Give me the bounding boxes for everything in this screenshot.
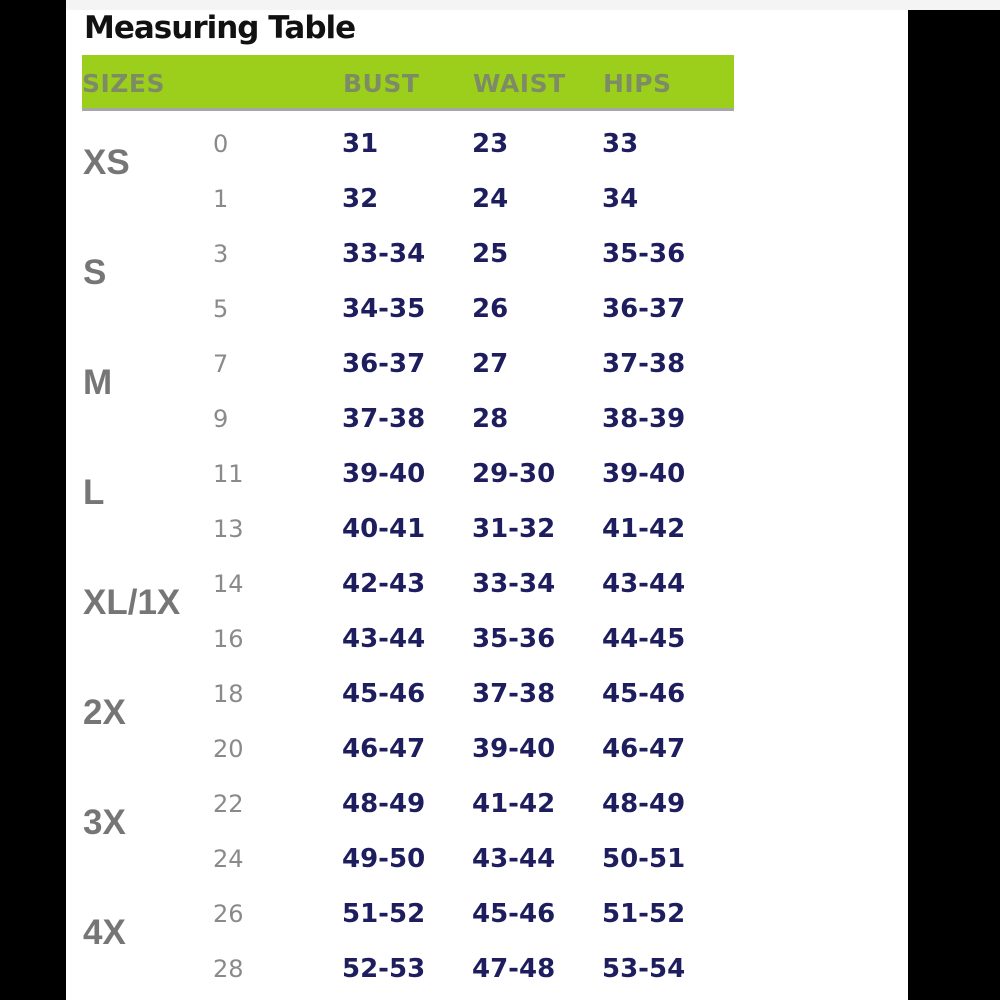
bust-value: 31	[342, 129, 379, 159]
hips-value: 51-52	[602, 899, 686, 929]
size-number: 24	[213, 845, 244, 873]
waist-value: 26	[472, 294, 509, 324]
size-number: 20	[213, 735, 244, 763]
size-number: 16	[213, 625, 244, 653]
bust-value: 43-44	[342, 624, 426, 654]
size-number: 18	[213, 680, 244, 708]
bust-value: 32	[342, 184, 379, 214]
size-number: 13	[213, 515, 244, 543]
bust-value: 37-38	[342, 404, 426, 434]
size-group-label: 4X	[83, 913, 126, 952]
page-title: Measuring Table	[84, 10, 356, 46]
size-group-label: M	[83, 363, 113, 402]
hips-value: 33	[602, 129, 639, 159]
waist-value: 45-46	[472, 899, 556, 929]
top-strip	[66, 0, 1000, 10]
bust-value: 46-47	[342, 734, 426, 764]
hips-value: 50-51	[602, 844, 686, 874]
size-number: 5	[213, 295, 229, 323]
size-number: 22	[213, 790, 244, 818]
hips-value: 45-46	[602, 679, 686, 709]
hips-value: 41-42	[602, 514, 686, 544]
hips-value: 46-47	[602, 734, 686, 764]
bust-value: 51-52	[342, 899, 426, 929]
size-number: 28	[213, 955, 244, 983]
waist-value: 43-44	[472, 844, 556, 874]
size-number: 9	[213, 405, 229, 433]
hips-value: 39-40	[602, 459, 686, 489]
header-hips: HIPS	[603, 69, 672, 98]
waist-value: 27	[472, 349, 509, 379]
bust-value: 48-49	[342, 789, 426, 819]
bust-value: 42-43	[342, 569, 426, 599]
bust-value: 52-53	[342, 954, 426, 984]
size-group-label: 3X	[83, 803, 126, 842]
size-group-label: XS	[83, 143, 130, 182]
bust-value: 39-40	[342, 459, 426, 489]
bust-value: 36-37	[342, 349, 426, 379]
size-number: 11	[213, 460, 244, 488]
waist-value: 23	[472, 129, 509, 159]
waist-value: 24	[472, 184, 509, 214]
size-number: 0	[213, 130, 229, 158]
waist-value: 28	[472, 404, 509, 434]
hips-value: 36-37	[602, 294, 686, 324]
size-number: 14	[213, 570, 244, 598]
size-group-label: XL/1X	[83, 583, 181, 622]
bust-value: 49-50	[342, 844, 426, 874]
hips-value: 34	[602, 184, 639, 214]
size-number: 26	[213, 900, 244, 928]
bust-value: 45-46	[342, 679, 426, 709]
size-number: 1	[213, 185, 229, 213]
waist-value: 39-40	[472, 734, 556, 764]
hips-value: 35-36	[602, 239, 686, 269]
hips-value: 44-45	[602, 624, 686, 654]
hips-value: 53-54	[602, 954, 686, 984]
waist-value: 29-30	[472, 459, 556, 489]
hips-value: 37-38	[602, 349, 686, 379]
header-sizes: SIZES	[82, 69, 166, 98]
header-waist: WAIST	[473, 69, 566, 98]
waist-value: 47-48	[472, 954, 556, 984]
size-number: 7	[213, 350, 229, 378]
bust-value: 34-35	[342, 294, 426, 324]
waist-value: 35-36	[472, 624, 556, 654]
table-header	[82, 55, 734, 111]
bust-value: 40-41	[342, 514, 426, 544]
size-number: 3	[213, 240, 229, 268]
bust-value: 33-34	[342, 239, 426, 269]
header-bust: BUST	[343, 69, 420, 98]
waist-value: 41-42	[472, 789, 556, 819]
size-group-label: L	[83, 473, 105, 512]
hips-value: 38-39	[602, 404, 686, 434]
hips-value: 43-44	[602, 569, 686, 599]
waist-value: 37-38	[472, 679, 556, 709]
hips-value: 48-49	[602, 789, 686, 819]
waist-value: 33-34	[472, 569, 556, 599]
waist-value: 31-32	[472, 514, 556, 544]
size-group-label: S	[83, 253, 107, 292]
waist-value: 25	[472, 239, 509, 269]
measuring-table-sheet	[66, 10, 908, 1000]
size-group-label: 2X	[83, 693, 126, 732]
